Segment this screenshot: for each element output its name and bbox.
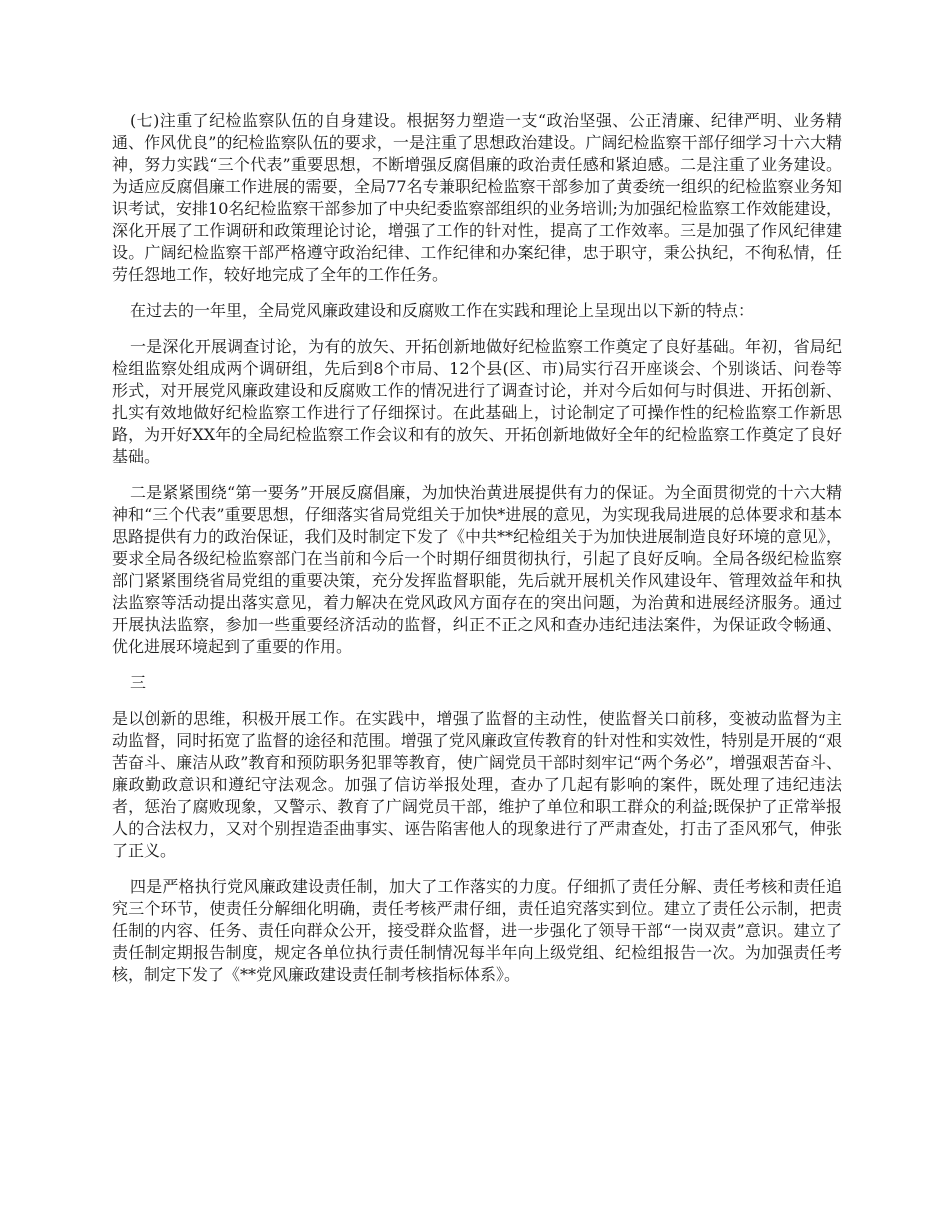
document-body [112, 110, 842, 1000]
paragraph-team-building: (七)注重了纪检监察队伍的自身建设。根据努力塑造一支“政治坚强、公正清廉、纪律严明、业务精通、作风优良”的纪检监察队伍的要求，一是注重了思想政治建设。广阔纪检监察干部仔细学习十六大精神，努力实践“三个代表”重要思想，不断增强反腐倡廉的政治责任感和紧迫感。二是注重了业务建设。为适应反腐倡廉工作进展的需要，全局77名专兼职纪检监察干部参加了黄委统一组织的纪检监察业务知识考试，安排10名纪检监察干部参加了中央纪委监察部组织的业务培训;为加强纪检监察工作效能建设，深化开展了工作调研和政策理论讨论，增强了工作的针对性，提高了工作效率。三是加强了作风纪律建设。广阔纪检监察干部严格遵守政治纪律、工作纪律和办案纪律，忠于职守，秉公执纪，不徇私情，任劳任怨地工作，较好地完成了全年的工作任务。 [112, 111, 842, 284]
paragraph-point-one: 一是深化开展调查讨论，为有的放矢、开拓创新地做好纪检监察工作奠定了良好基础。年初，省局纪检组监察处组成两个调研组，先后到8个市局、12个县(区、市)局实行召开座谈会、个别谈话、问卷等形式，对开展党风廉政建设和反腐败工作的情况进行了调查讨论，并对今后如何与时俱进、开拓创新、扎实有效地做好纪检监察工作进行了仔细探讨。在此基础上，讨论制定了可操作性的纪检监察工作新思路，为开好XX年的全局纪检监察工作会议和有的放矢、开拓创新地做好全年的纪检监察工作奠定了良好基础。 [112, 337, 842, 466]
paragraph-point-two: 二是紧紧围绕“第一要务”开展反腐倡廉，为加快治黄进展提供有力的保证。为全面贯彻党的十六大精神和“三个代表”重要思想，仔细落实省局党组关于加快*进展的意见，为实现我局进展的总体要求和基本思路提供有力的政治保证，我们及时制定下发了《中共**纪检组关于为加快进展制造良好环境的意见》，要求全局各级纪检监察部门在当前和今后一个时期仔细贯彻执行，引起了良好反响。全局各级纪检监察部门紧紧围绕省局党组的重要决策，充分发挥监督职能，先后就开展机关作风建设年、管理效益年和执法监察等活动提出落实意见，着力解决在党风政风方面存在的突出问题，为治黄和进展经济服务。通过开展执法监察，参加一些重要经济活动的监督，纠正不正之风和查办违纪违法案件，为保证政令畅通、优化进展环境起到了重要的作用。 [112, 483, 842, 656]
paragraph-point-three-heading: 三 [130, 673, 147, 692]
paragraph-point-four: 四是严格执行党风廉政建设责任制，加大了工作落实的力度。仔细抓了责任分解、责任考核和责任追究三个环节，使责任分解细化明确，责任考核严肃仔细，责任追究落实到位。建立了责任公示制，把责任制的内容、任务、责任向群众公开，接受群众监督，进一步强化了领导干部“一岗双责”意识。建立了责任制定期报告制度，规定各单位执行责任制情况每半年向上级党组、纪检组报告一次。为加强责任考核，制定下发了《**党风廉政建设责任制考核指标体系》。 [112, 877, 842, 984]
paragraph-new-features-intro: 在过去的一年里，全局党风廉政建设和反腐败工作在实践和理论上呈现出以下新的特点： [130, 301, 755, 320]
paragraph-point-three: 是以创新的思维，积极开展工作。在实践中，增强了监督的主动性，使监督关口前移，变被动监督为主动监督，同时拓宽了监督的途径和范围。增强了党风廉政宣传教育的针对性和实效性，特别是开展的“艰苦奋斗、廉洁从政”教育和预防职务犯罪等教育，使广阔党员干部时刻牢记“两个务必”，增强艰苦奋斗、廉政勤政意识和遵纪守法观念。加强了信访举报处理，查办了几起有影响的案件，既处理了违纪违法者，惩治了腐败现象，又警示、教育了广阔党员干部，维护了单位和职工群众的利益;既保护了正常举报人的合法权力，又对个别捏造歪曲事实、诬告陷害他人的现象进行了严肃查处，打击了歪风邪气，伸张了正义。 [112, 709, 842, 860]
